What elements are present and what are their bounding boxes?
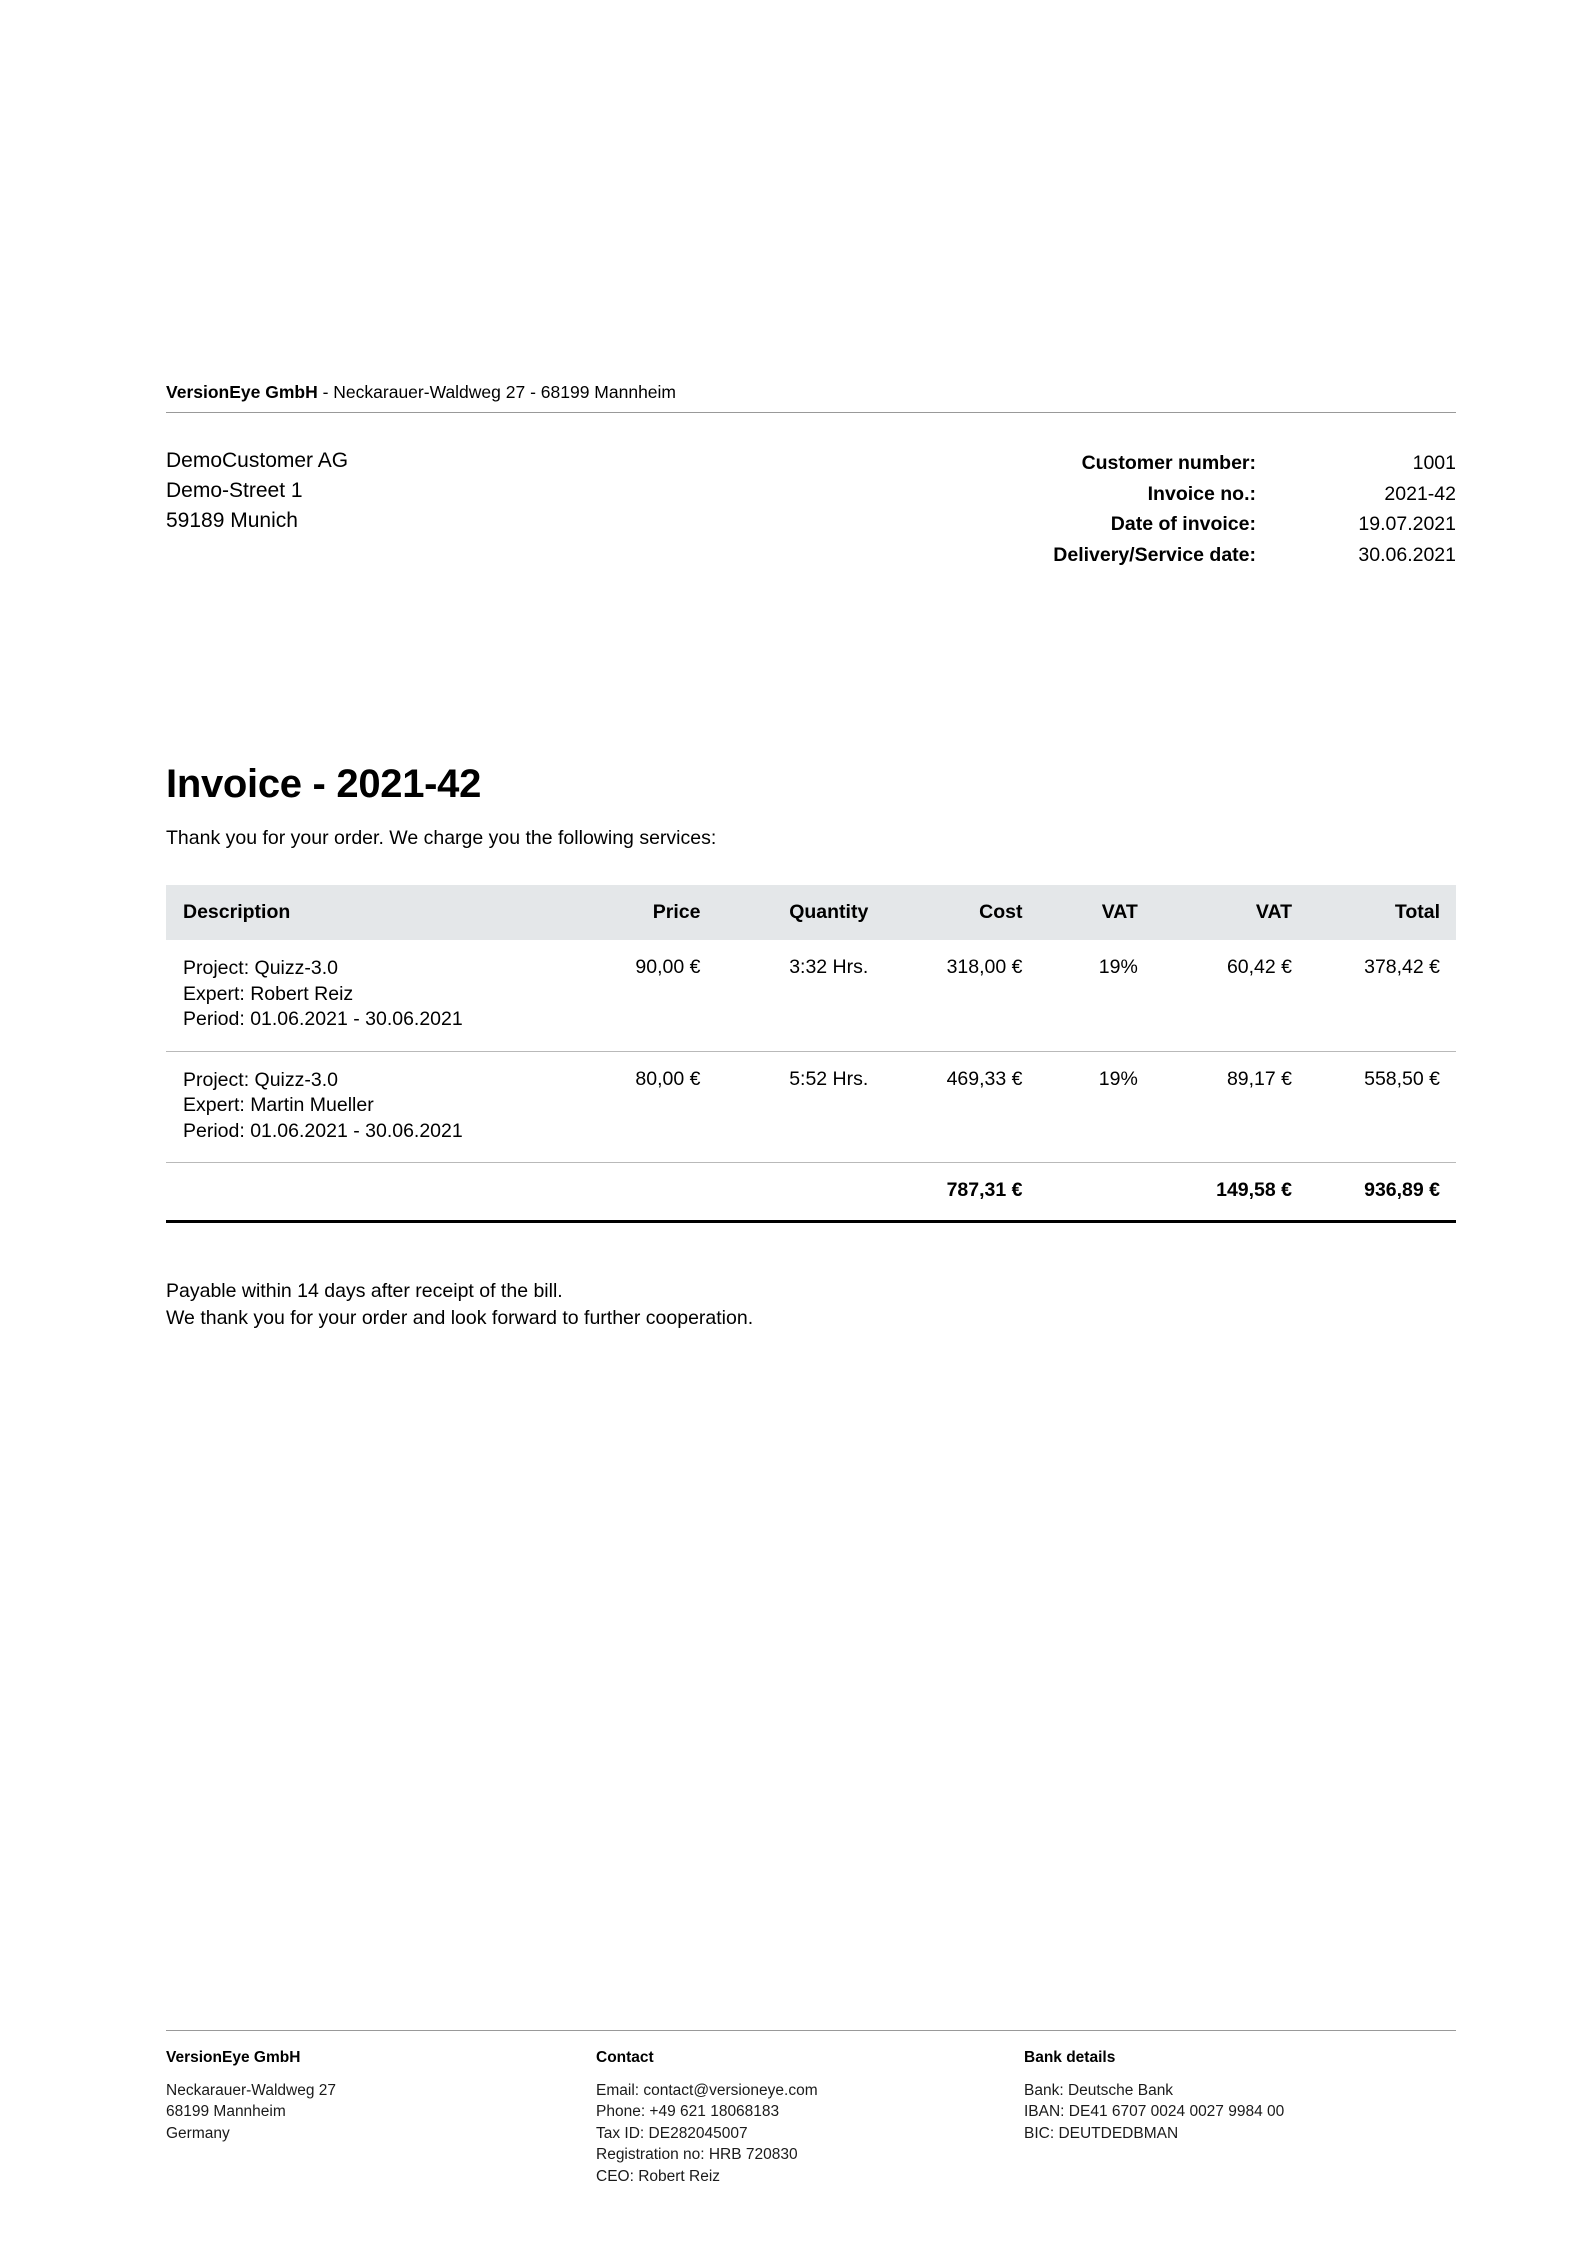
meta-row-date-of-invoice xyxy=(816,509,1456,540)
column-header-vat-amount: VAT xyxy=(1154,885,1308,940)
payment-terms: Payable within 14 days after receipt of the bill. xyxy=(166,1280,563,1302)
meta-row-invoice-no xyxy=(816,479,1456,510)
totals-total: 936,89 € xyxy=(1308,1163,1456,1222)
sender-address-line xyxy=(166,382,1456,413)
table-header-row xyxy=(166,885,1456,940)
invoice-content xyxy=(166,0,1456,2244)
row-expert: Expert: Robert Reiz xyxy=(183,982,354,1005)
thank-you-line: We thank you for your order and look forward to further cooperation. xyxy=(166,1307,754,1329)
meta-label-date-of-invoice: Date of invoice: xyxy=(1110,513,1256,535)
invoice-items-table xyxy=(166,885,1456,1223)
footer-contact-title: Contact xyxy=(596,2049,654,2066)
footer-bank-name: Bank: Deutsche Bank xyxy=(1024,2081,1174,2099)
footer-contact-block xyxy=(596,2047,1024,2187)
table-row xyxy=(166,1051,1456,1163)
meta-label-invoice-no: Invoice no.: xyxy=(1147,482,1256,505)
cell-total: 378,42 € xyxy=(1308,940,1456,1051)
meta-row-customer-number xyxy=(816,448,1456,479)
cell-vat-rate: 19% xyxy=(1038,1051,1153,1163)
totals-cost: 787,31 € xyxy=(884,1163,1038,1222)
footer-bank-block xyxy=(1024,2047,1456,2187)
column-header-vat-rate: VAT xyxy=(1038,885,1153,940)
column-header-description: Description xyxy=(166,885,566,940)
meta-value-invoice-no: 2021-42 xyxy=(1384,482,1456,505)
cell-price: 80,00 € xyxy=(566,1051,716,1163)
cell-vat-rate: 19% xyxy=(1038,940,1153,1051)
cell-quantity: 5:52 Hrs. xyxy=(716,1051,884,1163)
footer-bank-iban: IBAN: DE41 6707 0024 0027 9984 00 xyxy=(1024,2103,1285,2120)
column-header-quantity: Quantity xyxy=(716,885,884,940)
sender-company-address: - Neckarauer-Waldweg 27 - 68199 Mannheim xyxy=(317,382,677,402)
footer-contact-ceo: CEO: Robert Reiz xyxy=(596,2167,721,2185)
payment-note xyxy=(166,1278,753,1332)
page-title: Invoice - 2021-42 xyxy=(166,761,482,806)
cell-vat-amount: 89,17 € xyxy=(1154,1051,1308,1163)
footer-bank-title: Bank details xyxy=(1024,2049,1116,2066)
recipient-address xyxy=(166,446,766,536)
page-footer xyxy=(166,2030,1456,2187)
meta-label-delivery-date: Delivery/Service date: xyxy=(1053,543,1256,566)
footer-company-block xyxy=(166,2047,596,2187)
table-header xyxy=(166,885,1456,940)
cell-total: 558,50 € xyxy=(1308,1051,1456,1163)
cell-price: 90,00 € xyxy=(566,940,716,1051)
sender-company-name: VersionEye GmbH xyxy=(166,382,318,402)
meta-value-date-of-invoice: 19.07.2021 xyxy=(1358,513,1456,535)
footer-bank-bic: BIC: DEUTDEDBMAN xyxy=(1024,2124,1179,2142)
column-header-total: Total xyxy=(1308,885,1456,940)
totals-spacer-description xyxy=(166,1163,566,1222)
footer-company-street: Neckarauer-Waldweg 27 xyxy=(166,2081,337,2099)
footer-company-title: VersionEye GmbH xyxy=(166,2049,301,2066)
meta-label-customer-number: Customer number: xyxy=(1081,452,1256,474)
table-totals-row xyxy=(166,1163,1456,1222)
column-header-price: Price xyxy=(566,885,716,940)
meta-value-delivery-date: 30.06.2021 xyxy=(1358,543,1456,566)
cell-cost: 469,33 € xyxy=(884,1051,1038,1163)
row-period: Period: 01.06.2021 - 30.06.2021 xyxy=(183,1119,463,1142)
footer-contact-tax-id: Tax ID: DE282045007 xyxy=(596,2124,748,2142)
recipient-street: Demo-Street 1 xyxy=(166,479,303,502)
totals-spacer-quantity xyxy=(716,1163,884,1222)
table-row xyxy=(166,940,1456,1051)
cell-description xyxy=(166,1051,566,1163)
meta-value-customer-number: 1001 xyxy=(1412,452,1456,474)
cell-quantity: 3:32 Hrs. xyxy=(716,940,884,1051)
footer-company-country: Germany xyxy=(166,2124,230,2142)
table-body xyxy=(166,940,1456,1222)
row-project: Project: Quizz-3.0 xyxy=(183,1068,338,1091)
cell-description xyxy=(166,940,566,1051)
row-period: Period: 01.06.2021 - 30.06.2021 xyxy=(183,1008,463,1030)
recipient-city: 59189 Munich xyxy=(166,509,298,532)
column-header-cost: Cost xyxy=(884,885,1038,940)
footer-contact-phone: Phone: +49 621 18068183 xyxy=(596,2103,780,2120)
invoice-meta xyxy=(816,448,1456,570)
footer-contact-registration: Registration no: HRB 720830 xyxy=(596,2146,798,2163)
totals-vat-amount: 149,58 € xyxy=(1154,1163,1308,1222)
footer-company-city: 68199 Mannheim xyxy=(166,2103,286,2120)
cell-vat-amount: 60,42 € xyxy=(1154,940,1308,1051)
recipient-name: DemoCustomer AG xyxy=(166,449,349,472)
row-expert: Expert: Martin Mueller xyxy=(183,1094,374,1116)
intro-text: Thank you for your order. We charge you the following services: xyxy=(166,827,717,849)
row-project: Project: Quizz-3.0 xyxy=(183,957,338,979)
meta-row-delivery-date xyxy=(816,540,1456,571)
cell-cost: 318,00 € xyxy=(884,940,1038,1051)
footer-contact-email: Email: contact@versioneye.com xyxy=(596,2081,818,2099)
totals-spacer-price xyxy=(566,1163,716,1222)
totals-spacer-vat-rate xyxy=(1038,1163,1153,1222)
